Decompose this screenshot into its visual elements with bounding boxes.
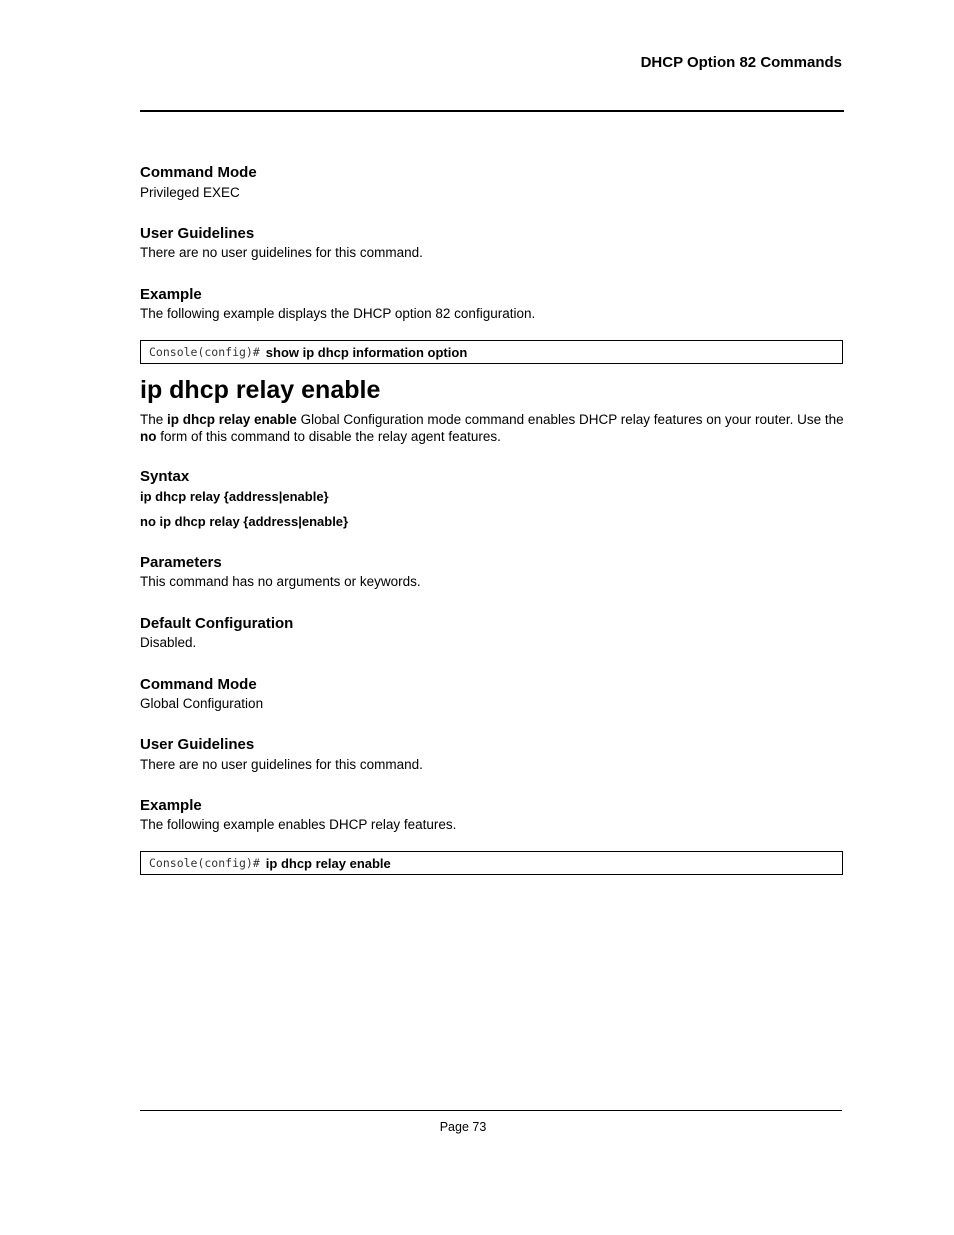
example-heading-2: Example [140,797,202,814]
parameters-heading: Parameters [140,554,222,571]
syntax-heading: Syntax [140,468,190,485]
parameters-text: This command has no arguments or keywords. [140,574,421,589]
console-prompt-2: Console(config)# [149,856,260,870]
user-guidelines-heading: User Guidelines [140,225,255,242]
page-number: Page 73 [439,1120,487,1134]
example-text: The following example displays the DHCP option 82 configuration. [140,306,536,321]
syntax-line-no: no ip dhcp relay {address|enable} [140,514,349,529]
example-text-2: The following example enables DHCP relay features. [140,817,457,832]
user-guidelines-heading-2: User Guidelines [140,736,255,753]
command-mode-value: Privileged EXEC [140,185,240,200]
default-config-heading: Default Configuration [140,615,294,632]
section-intro: The ip dhcp relay enable Global Configuration mode command enables DHCP relay features on your router. Use the no form of this command to disable the relay agent features. [140,412,844,444]
example-heading: Example [140,286,202,303]
header-rule [140,110,844,112]
code-example-box [140,340,843,364]
command-mode-heading-2: Command Mode [140,676,257,693]
section-title: ip dhcp relay enable [140,376,381,404]
user-guidelines-text: There are no user guidelines for this command. [140,245,423,260]
default-config-text: Disabled. [140,635,197,650]
command-mode-heading: Command Mode [140,164,257,181]
running-header: DHCP Option 82 Commands [640,54,842,71]
console-command: show ip dhcp information option [265,344,468,360]
footer-rule [140,1110,842,1111]
code-example-box-2 [140,851,843,875]
syntax-line: ip dhcp relay {address|enable} [140,489,329,504]
command-name-inline: ip dhcp relay enable [167,412,297,427]
user-guidelines-text-2: There are no user guidelines for this command. [140,757,423,772]
console-prompt: Console(config)# [149,345,260,359]
console-command-2: ip dhcp relay enable [265,855,391,871]
no-keyword-inline: no [140,429,157,444]
command-mode-value-2: Global Configuration [140,696,264,711]
